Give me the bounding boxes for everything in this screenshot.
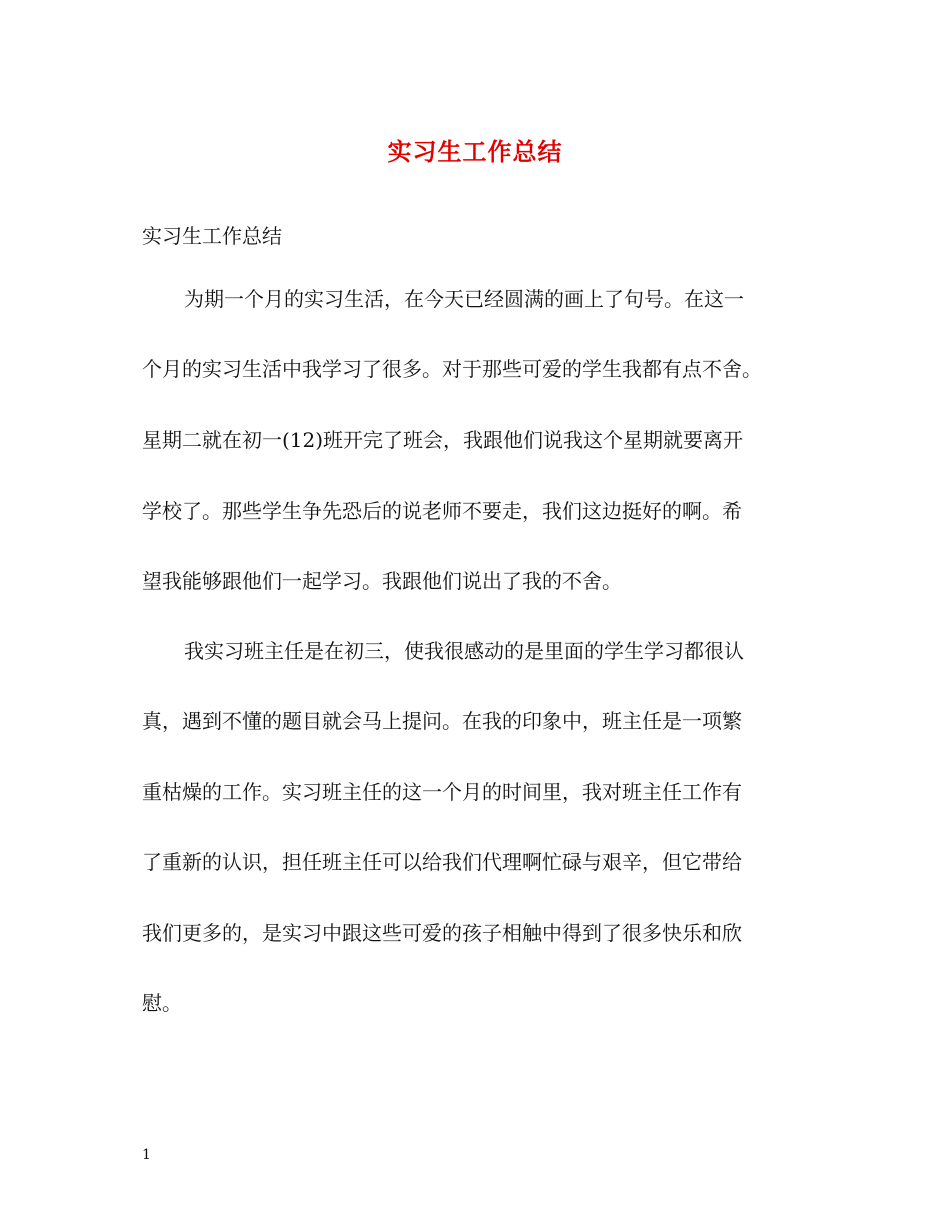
document-subtitle: 实习生工作总结 [142,224,282,248]
paragraph-line: 个月的实习生活中我学习了很多。对于那些可爱的学生我都有点不舍。 [142,357,762,381]
paragraph-line: 慰。 [142,991,182,1015]
paragraph-line: 我们更多的，是实习中跟这些可爱的孩子相触中得到了很多快乐和欣 [142,921,742,945]
paragraph-line: 重枯燥的工作。实习班主任的这一个月的时间里，我对班主任工作有 [142,780,742,804]
document-title: 实习生工作总结 [387,137,563,166]
paragraph-line: 了重新的认识，担任班主任可以给我们代理啊忙碌与艰辛，但它带给 [142,850,742,874]
paragraph-line: 星期二就在初一(12)班开完了班会，我跟他们说我这个星期就要离开 [142,428,744,452]
paragraph-line: 我实习班主任是在初三，使我很感动的是里面的学生学习都很认 [184,639,744,663]
paragraph-line: 真，遇到不懂的题目就会马上提问。在我的印象中，班主任是一项繁 [142,709,742,733]
paragraph-line: 望我能够跟他们一起学习。我跟他们说出了我的不舍。 [142,569,622,593]
paragraph-line: 为期一个月的实习生活，在今天已经圆满的画上了句号。在这一 [184,287,744,311]
page-number: 1 [142,1147,151,1163]
paragraph-line: 学校了。那些学生争先恐后的说老师不要走，我们这边挺好的啊。希 [142,499,742,523]
